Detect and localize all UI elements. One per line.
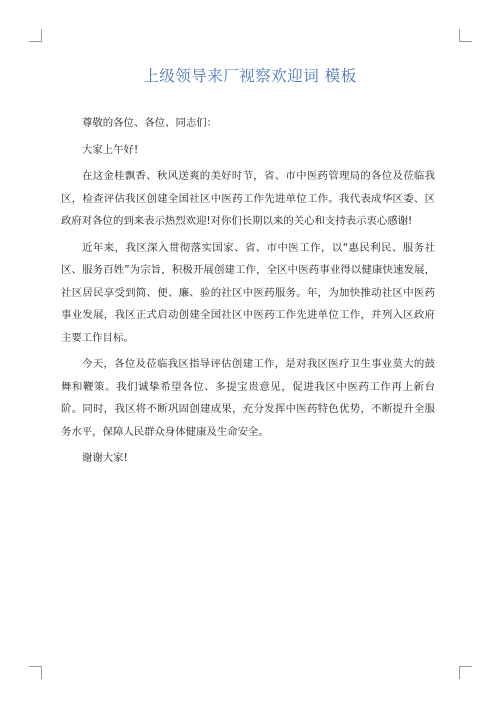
body-paragraph-1: 在这金桂飘香、秋风送爽的美好时节，省、市中医药管理局的各位及莅临我区，检查评估我区创建全国社区中医药工作先进单位工作。我代表成华区委、区政府对各位的到来表示热烈欢迎!对你们长期以来的关心和支持表示衷心感谢!: [61, 170, 435, 227]
page-corner-mark-top-right: [459, 29, 472, 42]
page-corner-mark-top-left: [29, 29, 42, 42]
document-body: [61, 112, 435, 470]
salutation-paragraph: 尊敬的各位、各位、同志们：: [82, 117, 218, 129]
page-corner-mark-bottom-right: [459, 666, 472, 679]
document-title: 上级领导来厂视察欢迎词 模板: [143, 67, 357, 85]
greeting-paragraph: 大家上午好!: [82, 143, 139, 156]
body-paragraph-2: 近年来，我区深入贯彻落实国家、省、市中医工作，以“惠民利民、服务社区、服务百姓”为宗旨，积极开展创建工作，全区中医药事业得以健康快速发展，社区居民享受到简、便、廉、验的社区中医药服务。年，为加快推动社区中医药事业发展，我区正式启动创建全国社区中医药工作先进单位工作，并列入区政府主要工作目标。: [61, 241, 435, 344]
body-paragraph-3: 今天，各位及莅临我区指导评估创建工作，是对我区医疗卫生事业莫大的鼓舞和鞭策。我们诚挚希望各位、多提宝贵意见，促进我区中医药工作再上新台阶。同时，我区将不断巩固创建成果，充分发挥中医药特色优势，不断提升全服务水平，保障人民群众身体健康及生命安全。: [61, 358, 435, 438]
page-corner-mark-bottom-left: [29, 666, 42, 679]
closing-paragraph: 谢谢大家!: [82, 452, 128, 464]
